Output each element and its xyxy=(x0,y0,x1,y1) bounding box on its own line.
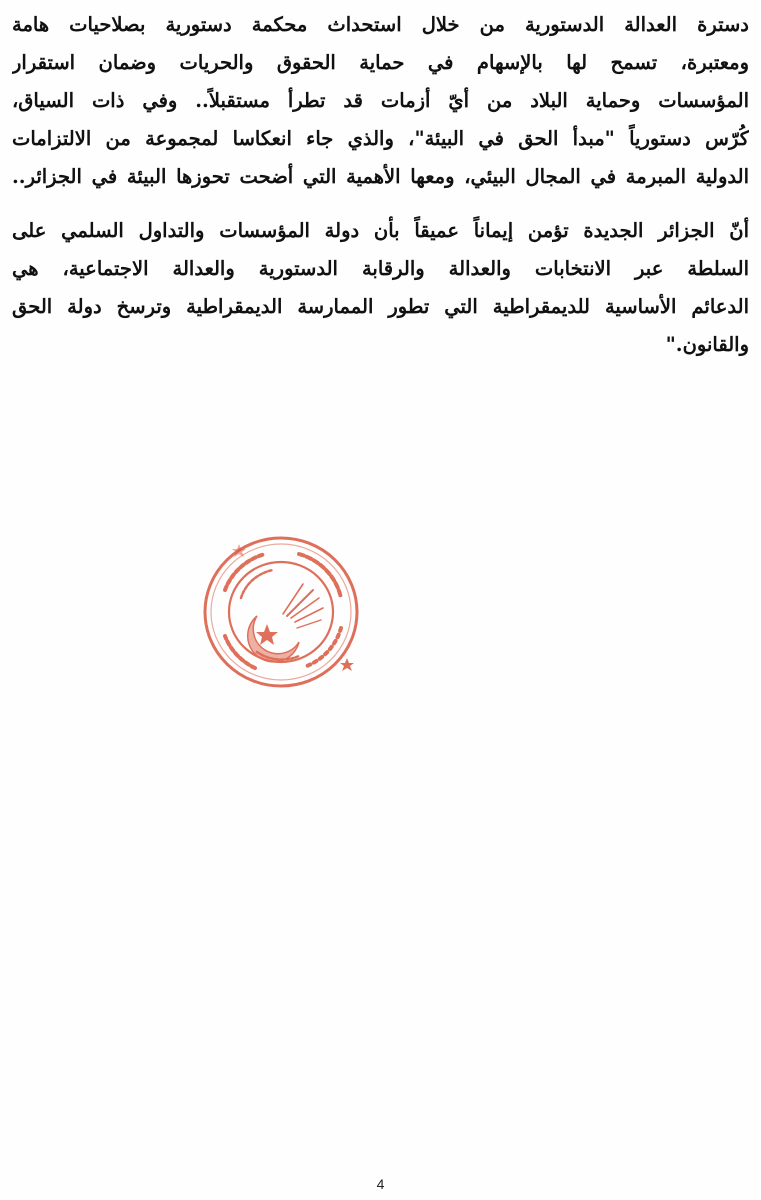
text-line: كُرّس دستورياً "مبدأ الحق في البيئة"، والذي جاء انعكاسا لمجموعة من الالتزامات xyxy=(12,127,749,150)
official-seal-icon xyxy=(195,520,365,695)
paragraph-2 xyxy=(12,212,749,364)
text-line: والقانون." xyxy=(665,333,749,356)
page-number: 4 xyxy=(376,1176,385,1192)
text-line: الدولية المبرمة في المجال البيئي، ومعها الأهمية التي أضحت تحوزها البيئة في الجزائر.. xyxy=(12,165,749,188)
text-line: المؤسسات وحماية البلاد من أيّ أزمات قد تطرأ مستقبلاً.. وفي ذات السياق، xyxy=(12,89,749,112)
text-line: ومعتبرة، تسمح لها بالإسهام في حماية الحقوق والحريات وضمان استقرار xyxy=(12,51,749,74)
body-text xyxy=(12,6,749,364)
text-line: أنّ الجزائر الجديدة تؤمن إيماناً عميقاً بأن دولة المؤسسات والتداول السلمي على xyxy=(12,219,749,242)
text-line: السلطة عبر الانتخابات والعدالة والرقابة الدستورية والعدالة الاجتماعية، هي xyxy=(12,257,749,280)
text-line: الدعائم الأساسية للديمقراطية التي تطور الممارسة الديمقراطية وترسخ دولة الحق xyxy=(12,295,749,318)
text-line: دسترة العدالة الدستورية من خلال استحداث محكمة دستورية بصلاحيات هامة xyxy=(12,13,749,36)
paragraph-1 xyxy=(12,6,749,196)
paragraph-spacer xyxy=(12,196,749,212)
